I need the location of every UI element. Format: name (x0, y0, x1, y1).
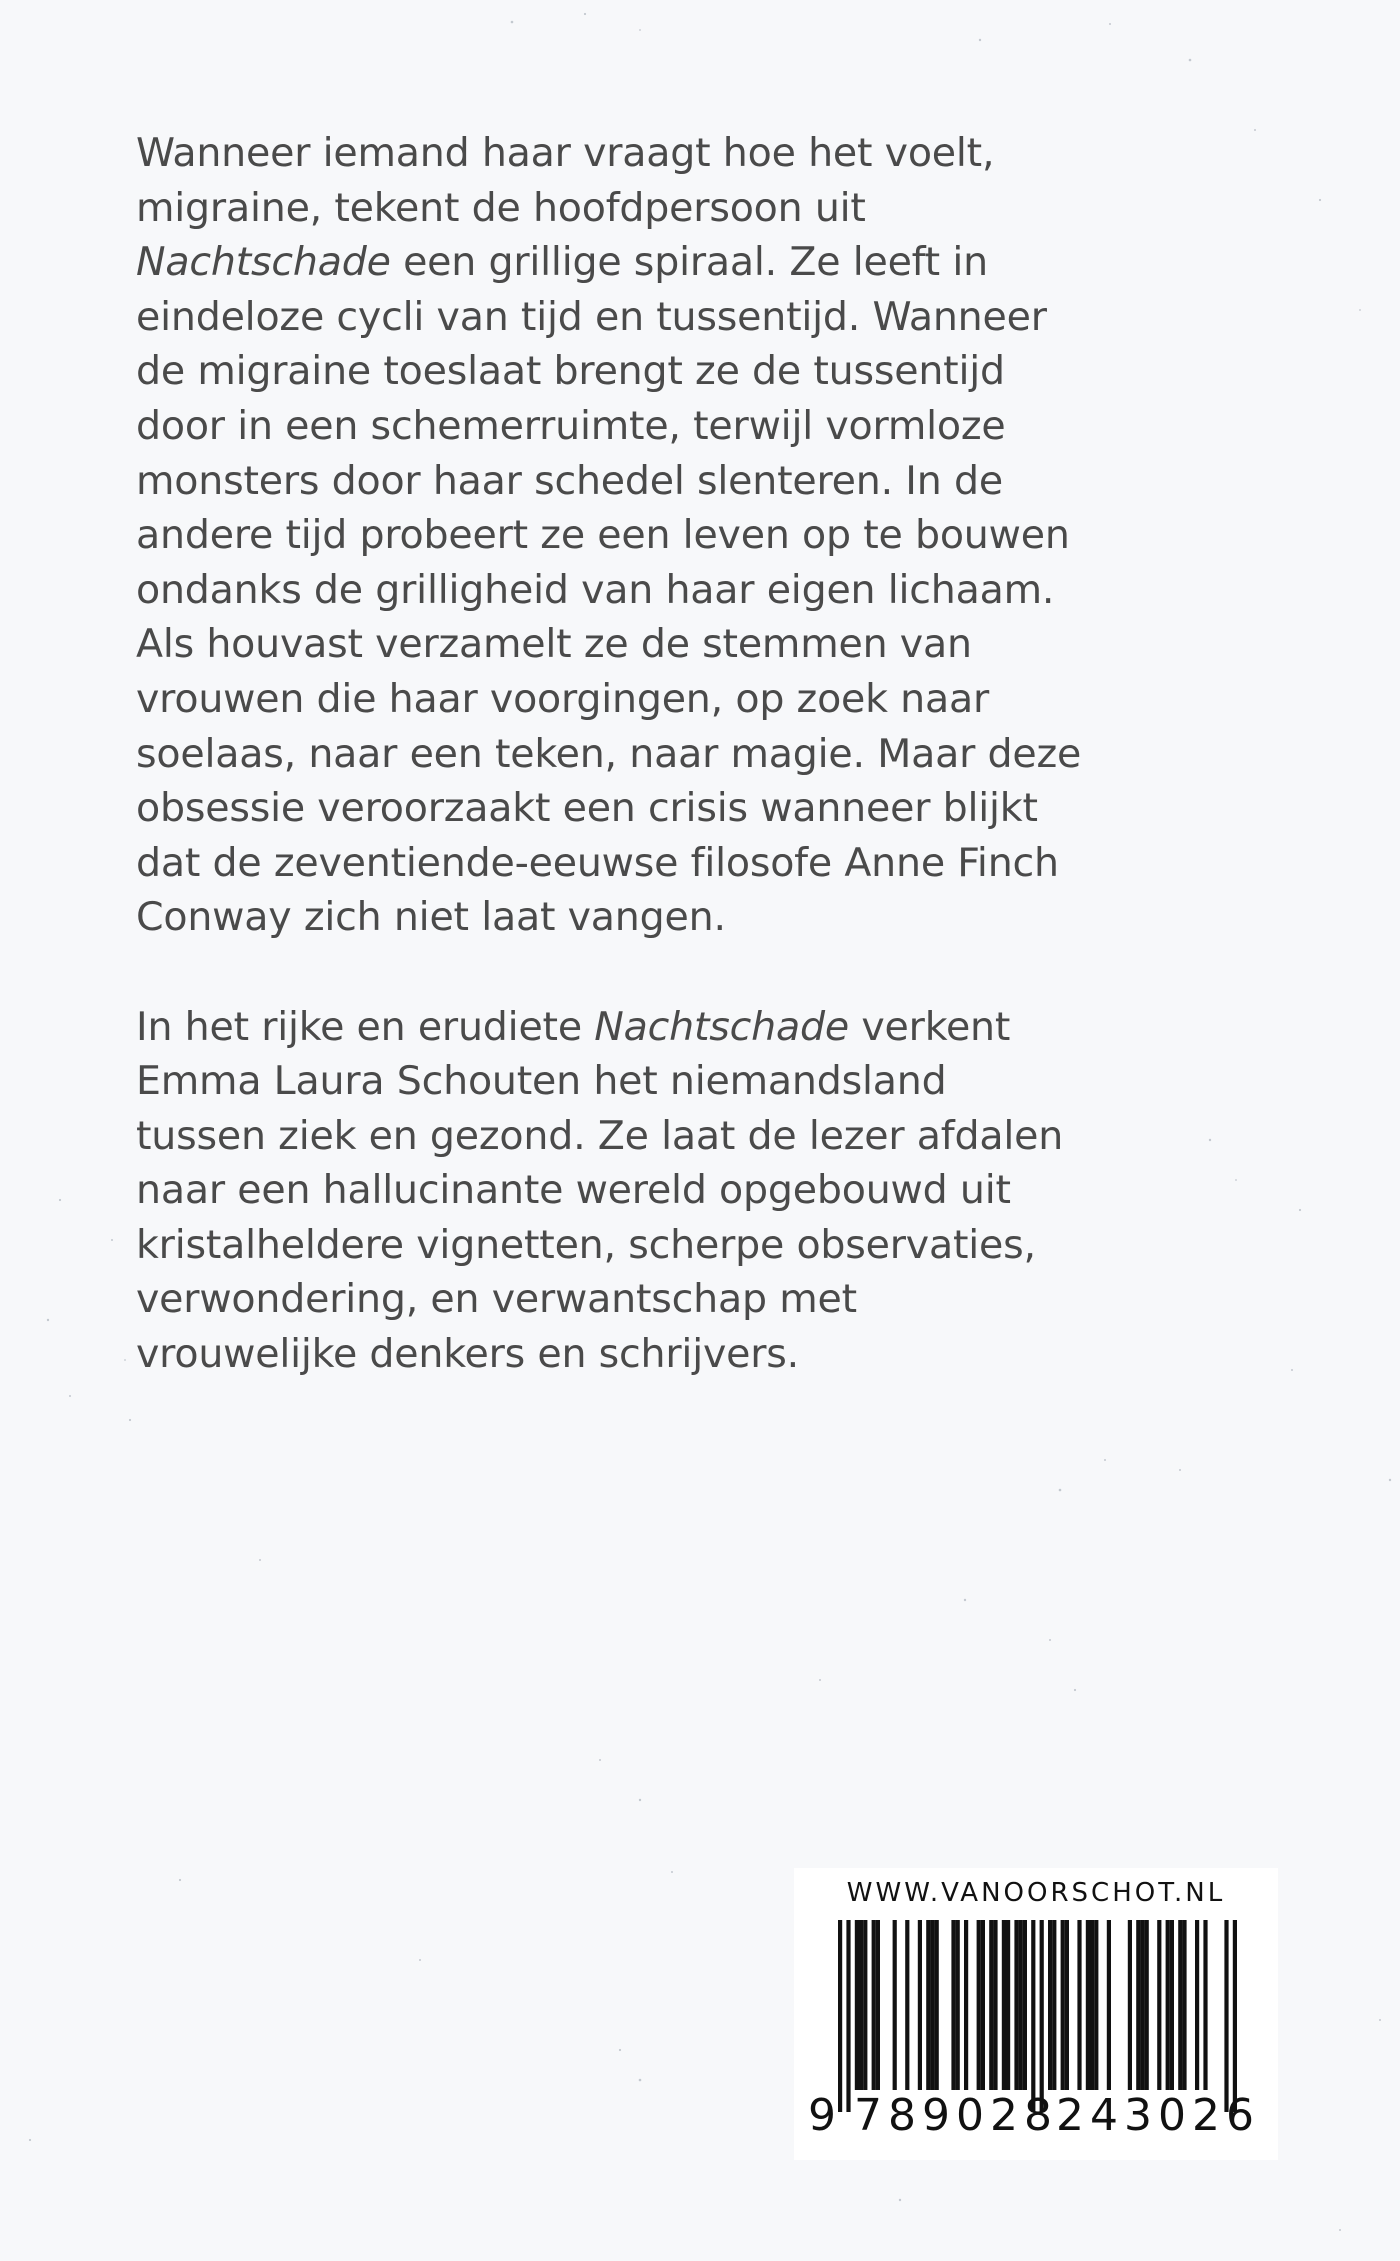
barcode-bar (956, 1920, 960, 2090)
blurb-line: Wanneer iemand haar vraagt hoe het voelt, (136, 130, 995, 176)
blurb-paragraph-2 (136, 1000, 1136, 1382)
blurb-line: soelaas, naar een teken, naar magie. Maar deze (136, 730, 1082, 777)
barcode-bar (1014, 1920, 1018, 2090)
barcode-bar (1233, 1920, 1237, 2112)
barcode-bar (1086, 1920, 1090, 2090)
isbn-number (794, 2090, 1278, 2140)
barcode-bar (872, 1920, 876, 2090)
barcode-bar (838, 1920, 842, 2112)
barcode-bar (1224, 1920, 1228, 2112)
barcode-bar (964, 1920, 968, 2090)
blurb-line: kristalheldere vignetten, scherpe observaties, (136, 1221, 1036, 1268)
barcode-bar (855, 1920, 859, 2090)
barcode-bar (1107, 1920, 1111, 2090)
barcode-bar (1166, 1920, 1170, 2090)
isbn-left-group: 789028 (854, 2090, 1058, 2141)
book-title-italic: Nachtschade (136, 239, 391, 286)
barcode-bar (876, 1920, 880, 2090)
blurb-line: vrouwen die haar voorgingen, op zoek naar (136, 675, 990, 722)
isbn-barcode-block (794, 1868, 1278, 2160)
blurb-line: ondanks de grilligheid van haar eigen lichaam. (136, 566, 1055, 613)
barcode-bar (1002, 1920, 1006, 2090)
barcode-bar (1136, 1920, 1140, 2090)
blurb-line: Conway zich niet laat vangen. (136, 894, 726, 941)
barcode-bar (1128, 1920, 1132, 2090)
blurb-line (136, 1000, 1136, 1055)
isbn-first-digit: 9 (808, 2090, 836, 2141)
barcode-bar (1090, 1920, 1094, 2090)
barcode-bar (1048, 1920, 1052, 2090)
barcode-bar (1170, 1920, 1174, 2090)
barcode-bar (1052, 1920, 1056, 2090)
barcode-bar (905, 1920, 909, 2090)
barcode-bar (1157, 1920, 1161, 2090)
barcode-bar (1182, 1920, 1186, 2090)
blurb-line: naar een hallucinante wereld opgebouwd uit (136, 1167, 1011, 1214)
barcode-bar (1178, 1920, 1182, 2090)
blurb-line: monsters door haar schedel slenteren. In de (136, 457, 1003, 504)
isbn-right-group: 243026 (1056, 2090, 1260, 2141)
publisher-url: WWW.VANOORSCHOT.NL (846, 1878, 1226, 1908)
blurb-line: andere tijd probeert ze een leven op te bouwen (136, 512, 1070, 559)
barcode-bar (1094, 1920, 1098, 2090)
blurb-text: een grillige spiraal. Ze leeft in (390, 239, 988, 286)
blurb-line: vrouwelijke denkers en schrijvers. (136, 1331, 800, 1378)
barcode-bar (951, 1920, 955, 2090)
back-cover-blurb (136, 126, 1136, 1382)
blurb-line: migraine, tekent de hoofdpersoon uit (136, 184, 866, 231)
blurb-line: Emma Laura Schouten het niemandsland (136, 1058, 947, 1105)
blurb-line: verwondering, en verwantschap met (136, 1276, 857, 1323)
barcode-bar (1065, 1920, 1069, 2090)
barcode-bar (846, 1920, 850, 2112)
barcode-bar (1140, 1920, 1144, 2090)
barcode-bar (1195, 1920, 1199, 2090)
barcode-bar (930, 1920, 934, 2090)
book-title-italic: Nachtschade (594, 1003, 850, 1050)
blurb-line (136, 235, 1136, 290)
barcode-bar (981, 1920, 985, 2090)
blurb-line: door in een schemerruimte, terwijl vormloze (136, 402, 1006, 449)
barcode-bar (989, 1920, 993, 2090)
barcode-icon (812, 1920, 1260, 2112)
barcode-bar (926, 1920, 930, 2090)
barcode-bar (1203, 1920, 1207, 2090)
barcode-bar (1077, 1920, 1081, 2090)
barcode-bar (935, 1920, 939, 2090)
barcode-bar (1061, 1920, 1065, 2090)
blurb-line: tussen ziek en gezond. Ze laat de lezer afdalen (136, 1112, 1064, 1159)
blurb-text: verkent (849, 1003, 1011, 1050)
blurb-text: In het rijke en erudiete (136, 1003, 595, 1050)
blurb-paragraph-1 (136, 126, 1136, 945)
barcode-bar (863, 1920, 867, 2090)
blurb-line: Als houvast verzamelt ze de stemmen van (136, 621, 972, 668)
barcode-bar (1031, 1920, 1035, 2112)
blurb-line: eindeloze cycli van tijd en tussentijd. Wanneer (136, 293, 1047, 340)
barcode-bar (993, 1920, 997, 2090)
barcode-bar (918, 1920, 922, 2090)
barcode-bar (1006, 1920, 1010, 2090)
barcode-bar (1145, 1920, 1149, 2090)
barcode-bar (1019, 1920, 1023, 2090)
barcode-bar (977, 1920, 981, 2090)
barcode-bar (1040, 1920, 1044, 2112)
barcode-bar (1023, 1920, 1027, 2090)
blurb-line: dat de zeventiende-eeuwse filosofe Anne Finch (136, 839, 1059, 886)
barcode-bar (859, 1920, 863, 2090)
barcode-bar (893, 1920, 897, 2090)
blurb-line: obsessie veroorzaakt een crisis wanneer blijkt (136, 785, 1038, 832)
blurb-line: de migraine toeslaat brengt ze de tussentijd (136, 348, 1005, 395)
